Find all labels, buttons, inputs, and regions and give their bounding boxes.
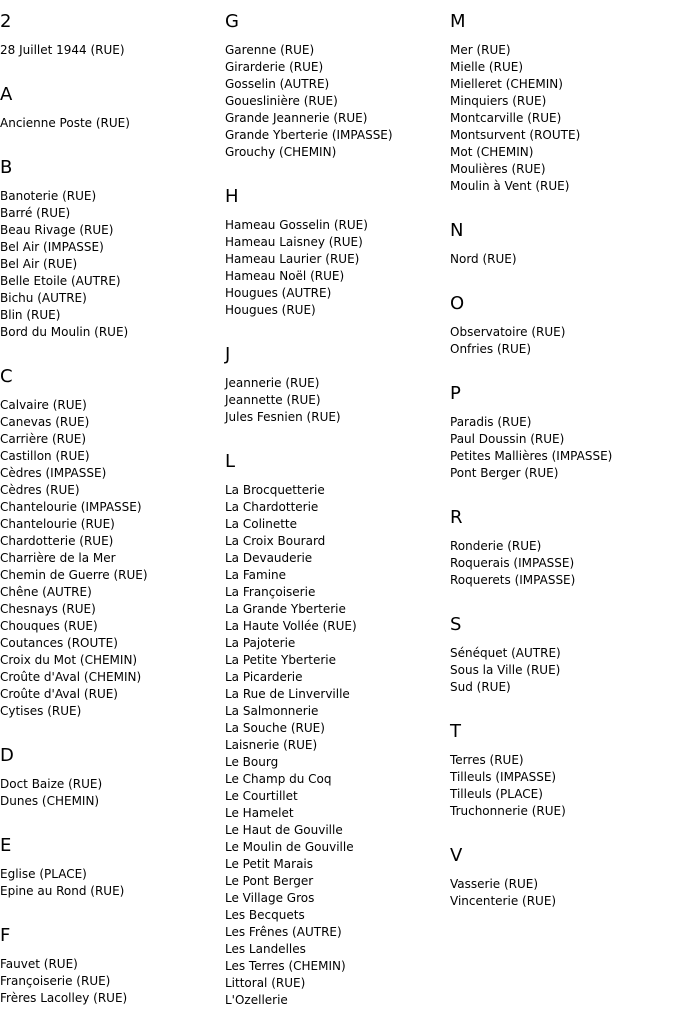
street-entry: La Souche (RUE) <box>225 721 325 735</box>
street-entry: L'Ozellerie <box>225 993 288 1007</box>
section-letter: S <box>450 614 462 635</box>
street-entry: Petites Mallières (IMPASSE) <box>450 449 613 463</box>
street-entry: Chesnays (RUE) <box>0 602 96 616</box>
section-letter: O <box>450 293 465 314</box>
street-entry: La Pajoterie <box>225 636 296 650</box>
letter-section <box>450 845 612 910</box>
street-entry: Vincenterie (RUE) <box>450 894 557 908</box>
street-entry: La Grande Yberterie <box>225 602 346 616</box>
street-entry: La Picarderie <box>225 670 303 684</box>
street-entry: Chemin de Guerre (RUE) <box>0 568 148 582</box>
street-entry: Hameau Laurier (RUE) <box>225 252 360 266</box>
letter-section <box>0 366 148 720</box>
section-letter: H <box>225 186 239 207</box>
street-entry: Le Champ du Coq <box>225 772 332 786</box>
street-entry: Frères Lacolley (RUE) <box>0 991 128 1005</box>
street-entry: Françoiserie (RUE) <box>0 974 111 988</box>
street-entry: Le Village Gros <box>225 891 315 905</box>
street-entry: Mielle (RUE) <box>450 60 524 74</box>
street-entry: Hameau Noël (RUE) <box>225 269 345 283</box>
street-entry: La Petite Yberterie <box>225 653 336 667</box>
section-letter: V <box>450 845 463 866</box>
street-entry: Girarderie (RUE) <box>225 60 324 74</box>
street-entry: Le Hamelet <box>225 806 294 820</box>
street-entry: La Françoiserie <box>225 585 316 599</box>
street-entry: Doct Baize (RUE) <box>0 777 103 791</box>
street-entry: Montsurvent (ROUTE) <box>450 128 581 142</box>
section-letter: C <box>0 366 13 387</box>
index-column <box>0 11 148 1032</box>
street-entry: Banoterie (RUE) <box>0 189 97 203</box>
section-letter: N <box>450 220 464 241</box>
street-entry: Montcarville (RUE) <box>450 111 562 125</box>
street-entry: Goueslinière (RUE) <box>225 94 338 108</box>
letter-section <box>450 11 612 195</box>
street-entry: Le Courtillet <box>225 789 298 803</box>
street-entry: Roquerets (IMPASSE) <box>450 573 576 587</box>
section-letter: T <box>450 721 461 742</box>
street-entry: Le Moulin de Gouville <box>225 840 354 854</box>
street-entry: Sud (RUE) <box>450 680 511 694</box>
street-entry: Observatoire (RUE) <box>450 325 566 339</box>
street-entry: Paradis (RUE) <box>450 415 532 429</box>
street-entry: Canevas (RUE) <box>0 415 90 429</box>
street-entry: Mielleret (CHEMIN) <box>450 77 563 91</box>
section-letter: G <box>225 11 239 32</box>
index-column <box>225 11 393 1034</box>
street-entry: Garenne (RUE) <box>225 43 315 57</box>
street-entry: Le Pont Berger <box>225 874 314 888</box>
street-entry: Les Landelles <box>225 942 306 956</box>
street-entry: Cèdres (IMPASSE) <box>0 466 107 480</box>
letter-section <box>225 451 393 1009</box>
street-entry: Eglise (PLACE) <box>0 867 87 881</box>
street-entry: Tilleuls (IMPASSE) <box>450 770 557 784</box>
street-entry: Minquiers (RUE) <box>450 94 547 108</box>
street-entry: La Famine <box>225 568 287 582</box>
letter-section <box>0 745 148 810</box>
street-entry: Bichu (AUTRE) <box>0 291 87 305</box>
street-entry: La Devauderie <box>225 551 313 565</box>
street-entry: Tilleuls (PLACE) <box>450 787 543 801</box>
street-entry: La Croix Bourard <box>225 534 326 548</box>
section-letter: P <box>450 383 461 404</box>
street-entry: Roquerais (IMPASSE) <box>450 556 575 570</box>
street-entry: Les Becquets <box>225 908 305 922</box>
street-entry: Moulières (RUE) <box>450 162 546 176</box>
street-entry: Chouques (RUE) <box>0 619 98 633</box>
street-entry: Jeannerie (RUE) <box>225 376 320 390</box>
section-letter: M <box>450 11 466 32</box>
street-entry: Blin (RUE) <box>0 308 61 322</box>
letter-section <box>225 344 393 426</box>
street-entry: Truchonnerie (RUE) <box>450 804 566 818</box>
street-entry: Onfries (RUE) <box>450 342 532 356</box>
street-entry: La Colinette <box>225 517 298 531</box>
street-entry: Grande Jeannerie (RUE) <box>225 111 368 125</box>
street-entry: La Haute Vollée (RUE) <box>225 619 357 633</box>
street-entry: Gosselin (AUTRE) <box>225 77 330 91</box>
street-entry: La Chardotterie <box>225 500 319 514</box>
letter-section <box>450 507 612 589</box>
street-entry: Nord (RUE) <box>450 252 517 266</box>
street-entry: Dunes (CHEMIN) <box>0 794 100 808</box>
street-entry: Moulin à Vent (RUE) <box>450 179 570 193</box>
street-entry: Chêne (AUTRE) <box>0 585 92 599</box>
street-entry: Beau Rivage (RUE) <box>0 223 114 237</box>
letter-section <box>0 157 148 341</box>
street-entry: Les Frênes (AUTRE) <box>225 925 342 939</box>
street-entry: Paul Doussin (RUE) <box>450 432 565 446</box>
section-letter: E <box>0 835 12 856</box>
street-entry: Terres (RUE) <box>450 753 524 767</box>
section-letter: L <box>225 451 236 472</box>
letter-section <box>450 721 612 820</box>
street-entry: Littoral (RUE) <box>225 976 306 990</box>
street-entry: Epine au Rond (RUE) <box>0 884 125 898</box>
street-entry: Charrière de la Mer <box>0 551 116 565</box>
street-entry: La Rue de Linverville <box>225 687 350 701</box>
street-entry: La Brocquetterie <box>225 483 325 497</box>
street-entry: Sous la Ville (RUE) <box>450 663 561 677</box>
street-entry: Cèdres (RUE) <box>0 483 80 497</box>
letter-section <box>0 84 148 132</box>
street-entry: Jules Fesnien (RUE) <box>225 410 341 424</box>
street-entry: Laisnerie (RUE) <box>225 738 318 752</box>
street-entry: Bord du Moulin (RUE) <box>0 325 129 339</box>
street-entry: La Salmonnerie <box>225 704 319 718</box>
street-entry: Chantelourie (RUE) <box>0 517 115 531</box>
street-entry: Barré (RUE) <box>0 206 71 220</box>
street-entry: Mot (CHEMIN) <box>450 145 534 159</box>
letter-section <box>0 835 148 900</box>
street-entry: Bel Air (RUE) <box>0 257 78 271</box>
street-entry: 28 Juillet 1944 (RUE) <box>0 43 125 57</box>
index-column <box>450 11 612 935</box>
letter-section <box>0 11 148 59</box>
section-letter: 2 <box>0 11 12 32</box>
street-entry: Sénéquet (AUTRE) <box>450 646 561 660</box>
street-entry: Ancienne Poste (RUE) <box>0 116 130 130</box>
street-entry: Le Haut de Gouville <box>225 823 343 837</box>
street-entry: Carrière (RUE) <box>0 432 87 446</box>
street-entry: Pont Berger (RUE) <box>450 466 559 480</box>
letter-section <box>225 11 393 161</box>
street-entry: Castillon (RUE) <box>0 449 90 463</box>
section-letter: J <box>225 344 231 365</box>
section-letter: B <box>0 157 13 178</box>
section-letter: A <box>0 84 13 105</box>
letter-section <box>450 614 612 696</box>
street-entry: Ronderie (RUE) <box>450 539 542 553</box>
street-entry: Grande Yberterie (IMPASSE) <box>225 128 393 142</box>
street-entry: Mer (RUE) <box>450 43 511 57</box>
street-entry: Bel Air (IMPASSE) <box>0 240 104 254</box>
street-entry: Fauvet (RUE) <box>0 957 78 971</box>
street-entry: Vasserie (RUE) <box>450 877 539 891</box>
street-entry: Calvaire (RUE) <box>0 398 87 412</box>
street-entry: Hameau Laisney (RUE) <box>225 235 363 249</box>
street-entry: Le Petit Marais <box>225 857 314 871</box>
street-entry: Croûte d'Aval (RUE) <box>0 687 118 701</box>
letter-section <box>450 220 612 268</box>
street-entry: Chardotterie (RUE) <box>0 534 114 548</box>
section-letter: F <box>0 925 11 946</box>
letter-section <box>0 925 148 1007</box>
street-entry: Hameau Gosselin (RUE) <box>225 218 368 232</box>
section-letter: R <box>450 507 463 528</box>
letter-section <box>450 383 612 482</box>
street-entry: Croix du Mot (CHEMIN) <box>0 653 138 667</box>
street-entry: Chantelourie (IMPASSE) <box>0 500 142 514</box>
street-entry: Les Terres (CHEMIN) <box>225 959 346 973</box>
letter-section <box>225 186 393 319</box>
street-entry: Coutances (ROUTE) <box>0 636 118 650</box>
street-entry: Hougues (RUE) <box>225 303 316 317</box>
street-entry: Belle Etoile (AUTRE) <box>0 274 121 288</box>
section-letter: D <box>0 745 14 766</box>
street-entry: Grouchy (CHEMIN) <box>225 145 337 159</box>
letter-section <box>450 293 612 358</box>
street-entry: Hougues (AUTRE) <box>225 286 332 300</box>
street-entry: Cytises (RUE) <box>0 704 82 718</box>
street-entry: Jeannette (RUE) <box>225 393 321 407</box>
street-entry: Croûte d'Aval (CHEMIN) <box>0 670 142 684</box>
street-entry: Le Bourg <box>225 755 279 769</box>
